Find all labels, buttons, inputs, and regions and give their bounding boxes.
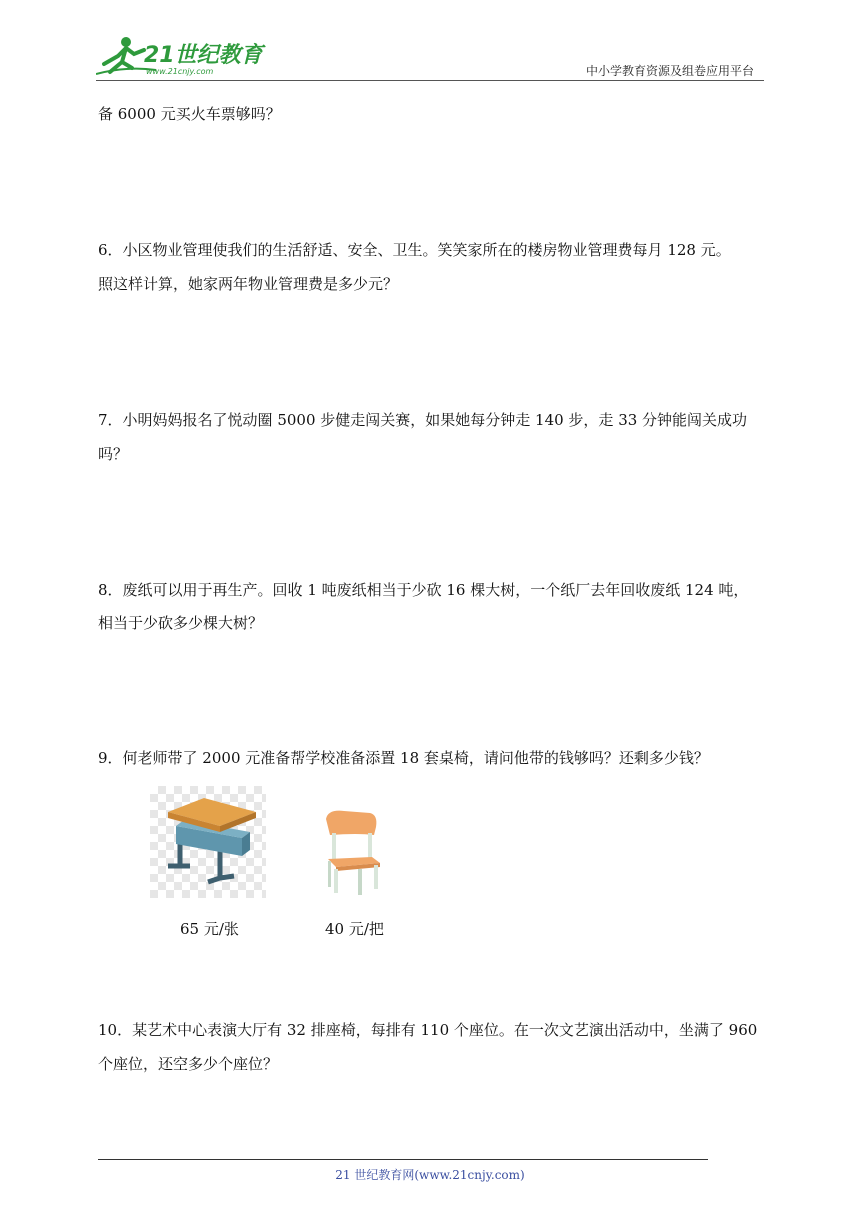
footer-link[interactable]: 21 世纪教育网(www.21cnjy.com) [335, 1168, 525, 1182]
platform-name: 中小学教育资源及组卷应用平台 [585, 64, 754, 78]
desk-price: 65 元/张 [180, 920, 239, 938]
chair-price: 40 元/把 [325, 920, 384, 938]
chair-image [318, 805, 388, 897]
question-8-line-1: 8．废纸可以用于再生产。回收 1 吨废纸相当于少砍 16 棵大树，一个纸厂去年回收废纸 124 吨， [98, 581, 749, 599]
svg-text:www.21cnjy.com: www.21cnjy.com [146, 67, 214, 76]
desk-image [150, 786, 266, 898]
question-10-line-2: 个座位，还空多少个座位？ [98, 1055, 279, 1073]
question-6-line-1: 6．小区物业管理使我们的生活舒适、安全、卫生。笑笑家所在的楼房物业管理费每月 128 元。 [98, 241, 731, 259]
footer-divider [98, 1159, 708, 1160]
question-7-line-2: 吗？ [98, 445, 129, 463]
question-5-tail: 备 6000 元买火车票够吗？ [98, 105, 281, 123]
svg-text:21世纪教育: 21世纪教育 [144, 43, 263, 68]
header-divider [96, 80, 764, 81]
question-9-line-1: 9．何老师带了 2000 元准备帮学校准备添置 18 套桌椅，请问他带的钱够吗？还剩多少钱？ [98, 749, 709, 767]
question-10-line-1: 10．某艺术中心表演大厅有 32 排座椅，每排有 110 个座位。在一次文艺演出活动中，坐满了 960 [98, 1021, 758, 1039]
question-7-line-1: 7．小明妈妈报名了悦动圈 5000 步健走闯关赛，如果她每分钟走 140 步，走 33 分钟能闯关成功 [98, 411, 748, 429]
site-logo [96, 34, 266, 78]
question-6-line-2: 照这样计算，她家两年物业管理费是多少元？ [98, 275, 399, 293]
question-8-line-2: 相当于少砍多少棵大树？ [98, 614, 264, 632]
